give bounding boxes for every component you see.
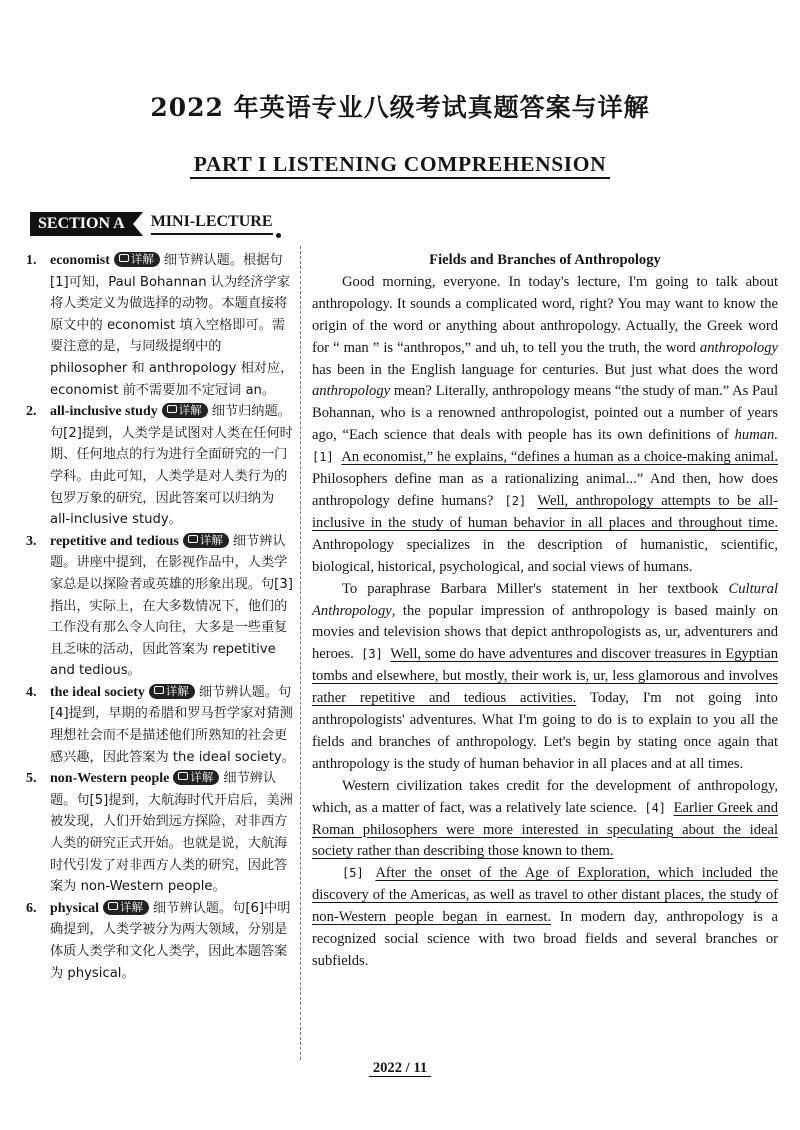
italic-term: Cultural Anthropology <box>312 580 778 619</box>
text-run: Anthropology specializes in the description of humanistic, scientific, biological, historical, psychological, and social views of humans. <box>312 536 778 575</box>
text-run: Today, I'm not going into anthropologists' adventures. What I'm going to do is to explain to you all the fields and branches of anthropology. Let's begin by stating once again that anthropology is the study of human behavior in all places and at all times. <box>312 690 778 772</box>
sentence-ref-1: [1] <box>312 450 342 465</box>
section-name: MINI-LECTURE <box>151 213 273 235</box>
article-title: Fields and Branches of Anthropology <box>429 252 661 268</box>
answer-item <box>26 250 296 401</box>
underlined-answer-4: Earlier Greek and Roman philosophers were more interested in speculating about the ideal society rather than describing those known to them. <box>312 799 779 860</box>
item-number: 1. <box>26 253 37 268</box>
answer-item <box>26 682 296 768</box>
text-run: Philosophers define man as a rationalizing animal...” And then, how does anthropology define humans? <box>312 471 778 509</box>
page-title: 2022 年英语专业八级考试真题答案与详解 <box>150 93 650 122</box>
detail-badge <box>149 684 195 699</box>
answer-item <box>26 401 296 531</box>
column-divider <box>300 246 301 1060</box>
book-icon <box>167 405 177 413</box>
paragraph-4 <box>312 863 778 973</box>
underlined-answer-3: Well, some do have adventures and discover treasures in Egyptian tombs and elsewhere, but mostly, their work is, ur, less glamorous and involves rather repetitive and tedious activities. <box>312 646 779 707</box>
section-header <box>30 212 273 236</box>
book-icon <box>178 772 188 780</box>
page-number-text: 2022 / 11 <box>369 1060 431 1077</box>
detail-badge-label: 详解 <box>199 532 223 547</box>
item-answer: the ideal society <box>50 684 145 700</box>
item-explanation: 细节辨认题。句[4]提到，早期的希腊和罗马哲学家对猜测理想社会而不是描述他们所熟知的社会更感兴趣，因此答案为 the ideal society。 <box>50 684 295 765</box>
book-icon <box>108 902 118 910</box>
answer-item <box>26 531 296 682</box>
item-explanation: 细节辨认题。句[5]提到，大航海时代开启后，美洲被发现，人们开始到远方探险，对非西方人类的研究正式开始。也就是说，大航海时代引发了对非西方人类的研究，因此答案为 non-Western people。 <box>50 771 293 895</box>
detail-badge <box>103 900 149 915</box>
detail-badge-label: 详解 <box>190 770 214 785</box>
detail-badge-label: 详解 <box>120 899 144 914</box>
sentence-ref-5: [5] <box>342 866 376 881</box>
part-heading <box>0 152 800 177</box>
book-icon <box>154 686 164 694</box>
item-number: 5. <box>26 771 37 787</box>
underlined-answer-5: After the onset of the Age of Exploration, which included the discovery of the Americas, as well as travel to other distant places, the study of non-Western people began in earnest. <box>312 865 778 926</box>
italic-term: anthropology <box>699 339 778 356</box>
item-answer: all-inclusive study <box>50 404 158 420</box>
detail-badge-label: 详解 <box>130 252 154 266</box>
item-answer: economist <box>50 253 110 268</box>
item-number: 2. <box>26 404 37 420</box>
item-explanation: 细节归纳题。句[2]提到，人类学是试图对人类在任何时期、任何地点的行为进行全面研究的一门学科。由此可知，人类学是对人类行为的包罗万象的研究，因此答案可以归纳为 all-inclusive study。 <box>50 404 293 528</box>
text-run: , the popular impression of anthropology is based mainly on movies and television shows that depict anthropologists as, ur, adventurers and heroes. <box>312 602 778 663</box>
item-answer: physical <box>50 900 100 916</box>
detail-badge <box>162 403 208 418</box>
paragraph-1 <box>312 272 778 579</box>
item-answer: non-Western people <box>50 771 170 787</box>
detail-badge-label: 详解 <box>165 683 189 698</box>
book-icon <box>188 535 198 543</box>
sentence-ref-4: [4] <box>636 800 674 815</box>
text-run: mean? Literally, anthropology means “the study of man.” As Paul Bohannan, who is a renowned anthropologist, pointed out a number of years ago, “Each science that deals with people has its own definitions of <box>312 383 778 444</box>
part-heading-text: PART I LISTENING COMPREHENSION <box>190 152 610 179</box>
answer-item <box>26 898 296 984</box>
text-run: In modern day, anthropology is a recognized social science with two broad fields and several branches or subfields. <box>312 909 778 969</box>
answer-explanations <box>26 250 296 984</box>
underlined-answer-1: An economist,” he explains, “defines a human as a choice-making animal. <box>341 449 779 466</box>
text-run: has been in the English language for centuries. But just what does the word <box>312 361 778 378</box>
item-explanation: 细节辨认题。句[6]中明确提到，人类学被分为两大领域，分别是体质人类学和文化人类学，因此本题答案为 physical。 <box>50 900 291 981</box>
section-tag: SECTION A <box>30 212 133 236</box>
text-run: Good morning, everyone. In today's lecture, I'm going to talk about anthropology. It sounds a complicated word, right? You may want to know the origin of the word or anything about anthropology. Actually, the Greek word for “ man ” is “anthropos,” and uh, to tell you the truth, the word <box>312 273 778 356</box>
item-answer: repetitive and tedious <box>50 533 179 549</box>
underlined-answer-2: Well, anthropology attempts to be all-inclusive in the study of human behavior in all places and throughout time. <box>312 492 778 531</box>
item-explanation: 细节辨认题。根据句[1]可知，Paul Bohannan 认为经济学家将人类定义为做选择的动物。本题直接将原文中的 economist 填入空格即可。需要注意的是，与同级提纲中的 philosopher 和 anthropology 相对应，economist 前不需要加不定冠词 an。 <box>50 253 294 398</box>
sentence-ref-3: [3] <box>353 647 391 662</box>
detail-badge <box>114 252 160 267</box>
detail-badge <box>183 533 229 548</box>
paragraph-3 <box>312 776 778 864</box>
detail-badge-label: 详解 <box>178 403 202 418</box>
lecture-transcript <box>312 250 778 973</box>
text-run: To paraphrase Barbara Miller's statement in her textbook <box>342 580 729 597</box>
item-number: 4. <box>26 684 37 700</box>
detail-badge <box>173 770 219 785</box>
paragraph-2 <box>312 579 778 776</box>
page-number <box>0 1060 800 1077</box>
book-icon <box>119 254 129 262</box>
italic-term: anthropology <box>312 383 391 400</box>
item-number: 3. <box>26 533 37 549</box>
answer-item <box>26 768 296 898</box>
sentence-ref-2: [2] <box>493 493 538 508</box>
text-run: Western civilization takes credit for the development of anthropology, which, as a matter of fact, was a relatively late science. <box>312 777 778 816</box>
item-number: 6. <box>26 900 37 916</box>
item-explanation: 细节辨认题。讲座中提到，在影视作品中，人类学家总是以探险者或英雄的形象出现。句[3]指出，实际上，在大多数情况下，他们的工作没有那么令人向往，大多是一些重复且乏味的活动，因此答案为 repetitive and tedious。 <box>50 533 293 679</box>
italic-term: human. <box>734 427 778 444</box>
